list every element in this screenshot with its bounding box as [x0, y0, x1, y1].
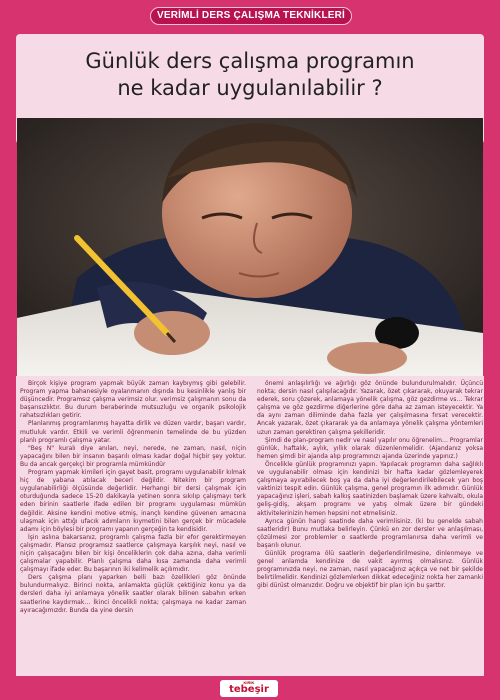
article-column-left — [20, 380, 246, 615]
photo-illustration — [17, 118, 483, 376]
article-title-line-1: Günlük ders çalışma programın — [85, 49, 415, 73]
body-paragraph: Şimdi de plan-program nedir ve nasıl yapılır onu öğrenelim… Programlar günlük, haftalık, aylık, yıllık olarak düzenlenmelidir. (Ajandanız yoksa hemen şimdi bir ajanda alıp programınızı ajanda üzerinde yapınız.) — [257, 436, 483, 460]
body-paragraph: Planlanmış programlanmış hayatta dirlik ve düzen vardır, başarı vardır, mutluluk vardır. Etkili ve verimli öğrenmenin temelinde de bu yüzden planlı programlı çalışma yatar. — [20, 420, 246, 444]
body-paragraph: önemi anlaşılırlığı ve ağırlığı göz önünde bulundurulmalıdır. Üçüncü nokta; dersin nasıl çalışılacağıdır. Yazarak, özet çıkararak, okuyarak tekrar ederek, soru çözerek, anlamaya yönelik çalışma, göz gezdirme vs… Tekrar çalışma ve göz gezdirme diğerlerine göre daha az zaman isteyecektir. Ya da aynı zaman diliminde daha fazla yer çalışılmasına fırsat verecektir. Ancak yazarak, özet çıkararak ya da anlamaya yönelik çalışma yöntemleri uzun zaman gerektiren çalışma şekilleridir. — [257, 380, 483, 436]
publisher-logo — [220, 680, 278, 697]
body-paragraph: Ayrıca günün hangi saatinde daha verimlisiniz. (ki bu genelde sabah saatleridir) Bunu mutlaka belirleyin. Çünkü en zor dersler ve anlaşılması, çözülmesi zor problemler o saatlerde programlanırsa daha verimli ve başarılı olunur. — [257, 517, 483, 549]
body-paragraph: Günlük programa ölü saatlerin değerlendirilmesine, dinlenmeye ve genel anlamda kendinize de vakit ayırmış olmalısınız. Günlük programınızda neyi, ne zaman, nasıl yapacağınız açıkça ve net bir şekilde belirtilmelidir. Kendinizi gözlemlerken dikkat edeceğiniz nokta her zamanki gibi dürüst olmanızdır. Doğru ve objektif bir plan için bu şarttır. — [257, 549, 483, 590]
series-title-badge: VERİMLİ DERS ÇALIŞMA TEKNİKLERİ — [150, 7, 352, 25]
article-title-line-2: ne kadar uygulanılabilir ? — [117, 76, 383, 100]
logo-small-text: KIRIK — [243, 680, 255, 685]
body-paragraph: İşin aslına bakarsanız, programlı çalışma fazla bir efor gerektirmeyen çalışmadır. Plansız programsız saatlerce çalışmaya karşılık neyi, nasıl ve niçin çalışacağını bilen bir kişi önceliklerin çok daha azına, daha verimli çalışmalar yapabilir. Planlı çalışma daha kısa zamanda daha verimli çalışmayı ifade eder. Bu başarının iki kelimelik açılımıdır. — [20, 533, 246, 574]
article-column-right — [257, 380, 483, 590]
article-body — [16, 376, 484, 676]
logo-brand-text: tebeşir — [229, 684, 269, 695]
body-paragraph: Birçok kişiye program yapmak büyük zaman kaybıymış gibi gelebilir. Program yapma bahanesiyle oyalanmanın dışında bu kesinlikle yanlış bir düşüncedir. Programsız çalışma verimsiz olur. verimsiz çalışmanın sonu da başarısızlıktır. Bu durum beraberinde mutsuzluğu ve organik psikolojik rahatsızlıkları getirir. — [20, 380, 246, 420]
article-title — [16, 48, 484, 102]
student-writing-photo — [17, 118, 483, 376]
body-paragraph: Ders çalışma planı yaparken belli bazı özellikleri göz önünde bulundurmalıyız. Birinci nokta, anlamakta güçlük çektiğiniz konu ya da dersleri daha iyi anlamaya yönelik saatler olarak bilinen sabahın erken saatlerine kaydırmak… İkinci öncelikli nokta; çalışmaya ne kadar zaman ayıracağımızdır. Bunda da yine dersin — [20, 574, 246, 614]
body-paragraph: Program yapmak kimileri için gayet basit, programı uygulanabilir kılmak hiç de yabana atılacak beceri değildir. Nitekim bir program uygulanabilirliği ölçüsünde değerlidir. Herhangi bir dersi çalışmak için oturduğunda sadece 15-20 dakikayla yetinen sonra sıkılıp çalışmayı terk eden birinin saatlerle ifade edilen bir programı uygulaması mümkün değildir. Aksine kendini motive etmiş, inançlı kendine güvenen amacına ulaşmak için attığı ufacık adımların kıymetini bilen gerçek bir mücadele adamı için böylesi bir programı yapanın gerçeğin ta kendisidir. — [20, 469, 246, 533]
body-paragraph: "Beş N" kuralı diye anılan, neyi, nerede, ne zaman, nasıl, niçin yapacağını bilen bir insanın başarılı olması kadar doğal hiçbir şey yoktur. Bu da ancak gerçekçi bir programla mümkündür — [20, 444, 246, 468]
body-paragraph: Öncelikle günlük programınızı yapın. Yapılacak programın daha sağlıklı ve uygulanabilir olması için kendinizi bir hafta kadar gözlemleyerek çalışmaya ayırabilecek boş ya da daha iyi değerlendirilebilecek yarı boş vaktinizi tespit edin. Günlük çalışma, genel programın ilk adımıdır. Günlük yapacağınız işleri, sabah kalkış saatinizden başlamak üzere kahvaltı, okula geliş-gidiş, akşam programı ve yatış olmak üzere bir gündeki aktivitelerinizin hemen hepsini not etmelisiniz. — [257, 460, 483, 517]
